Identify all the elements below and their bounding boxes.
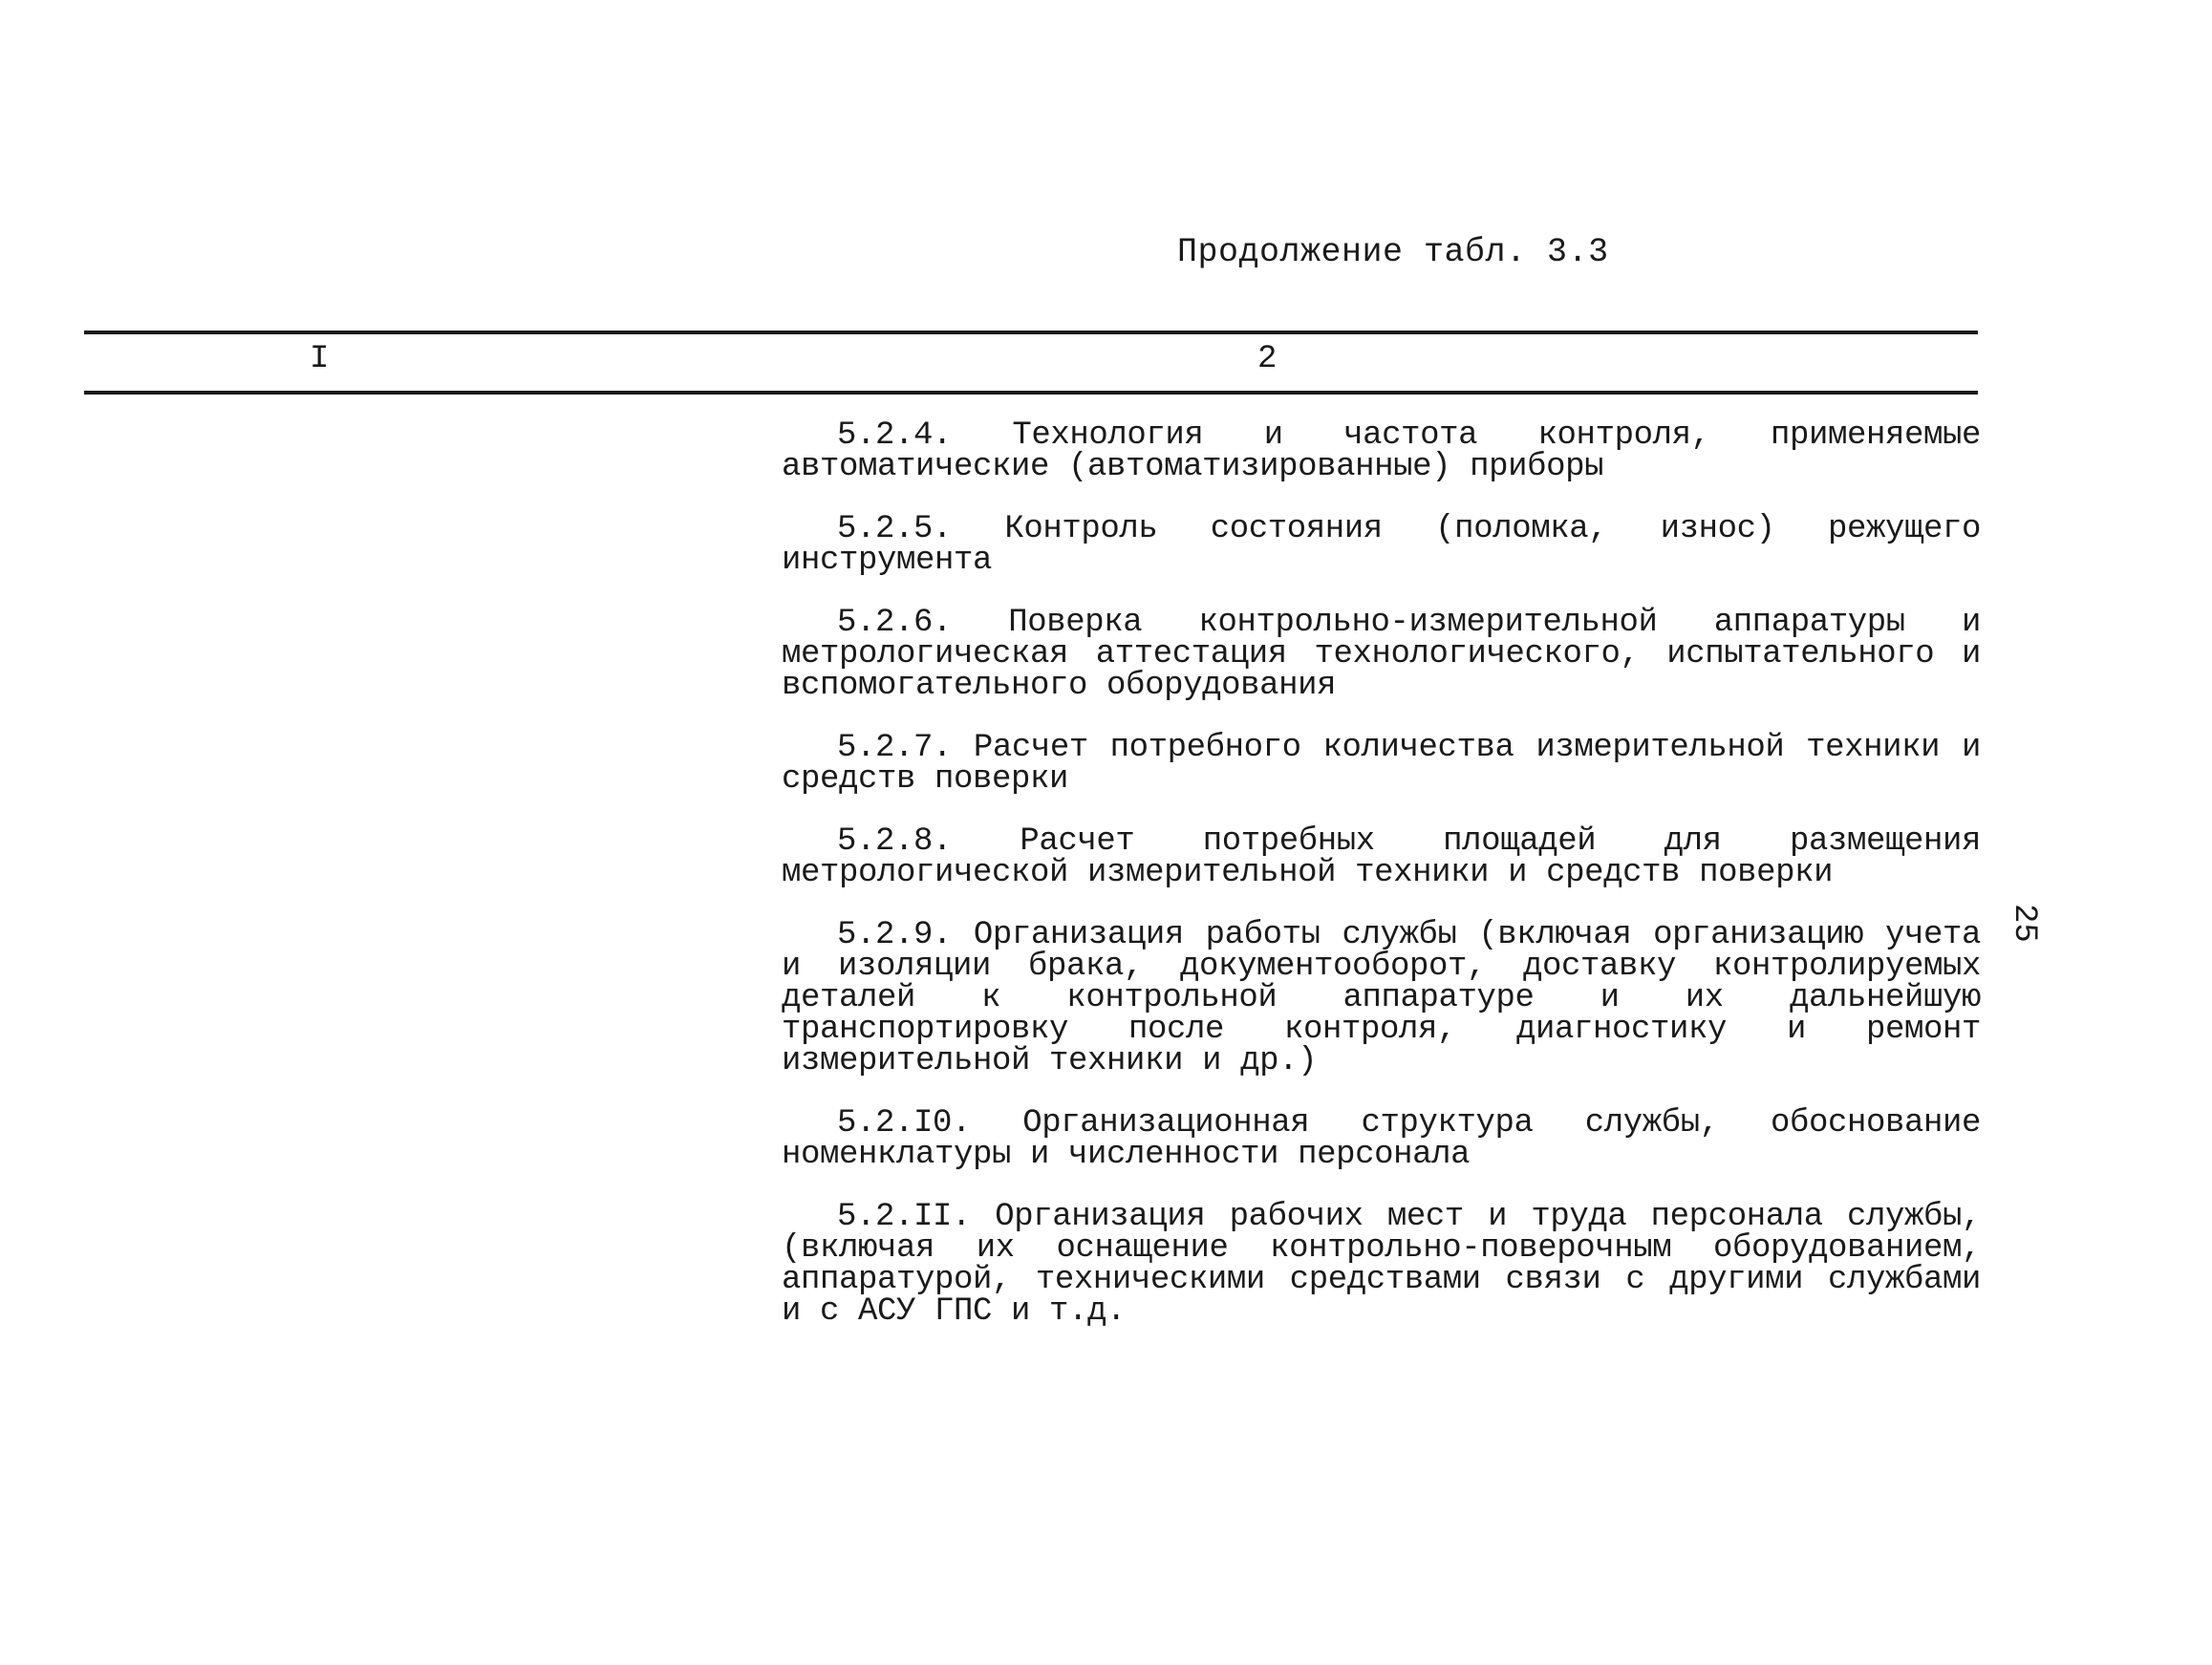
table-caption: Продолжение табл. 3.3 bbox=[1177, 233, 1609, 271]
table-header-top-rule bbox=[84, 331, 1978, 334]
list-item: 5.2.II. Организация рабочих мест и труда персонала службы, (включая их оснащение контрольно-поверочным оборудованием, аппаратурой, техническими средствами связи с другими службами и с АСУ ГПС и т.д. bbox=[782, 1199, 1981, 1330]
list-item: 5.2.7. Расчет потребного количества измерительной техники и средств поверки bbox=[782, 730, 1981, 798]
list-item: 5.2.8. Расчет потребных площадей для размещения метрологической измерительной техники и средств поверки bbox=[782, 823, 1981, 891]
page-number: 25 bbox=[2006, 904, 2042, 943]
list-item: 5.2.I0. Организационная структура службы, обоснование номенклатуры и численности персонала bbox=[782, 1105, 1981, 1173]
table-header-bottom-rule bbox=[84, 391, 1978, 395]
list-item: 5.2.4. Технология и частота контроля, применяемые автоматические (автоматизированные) приборы bbox=[782, 417, 1981, 485]
items-column bbox=[782, 417, 1981, 1358]
list-item: 5.2.9. Организация работы службы (включая организацию учета и изоляции брака, документооборот, доставку контролируемых деталей к контрольной аппаратуре и их дальнейшую транспортировку после контроля, диагностику и ремонт измерительной техники и др.) bbox=[782, 917, 1981, 1079]
column-number-1: I bbox=[310, 341, 330, 377]
list-item: 5.2.5. Контроль состояния (поломка, износ) режущего инструмента bbox=[782, 511, 1981, 579]
list-item: 5.2.6. Поверка контрольно-измерительной аппаратуры и метрологическая аттестация технологического, испытательного и вспомогательного оборудования bbox=[782, 605, 1981, 704]
column-number-2: 2 bbox=[1257, 341, 1278, 377]
